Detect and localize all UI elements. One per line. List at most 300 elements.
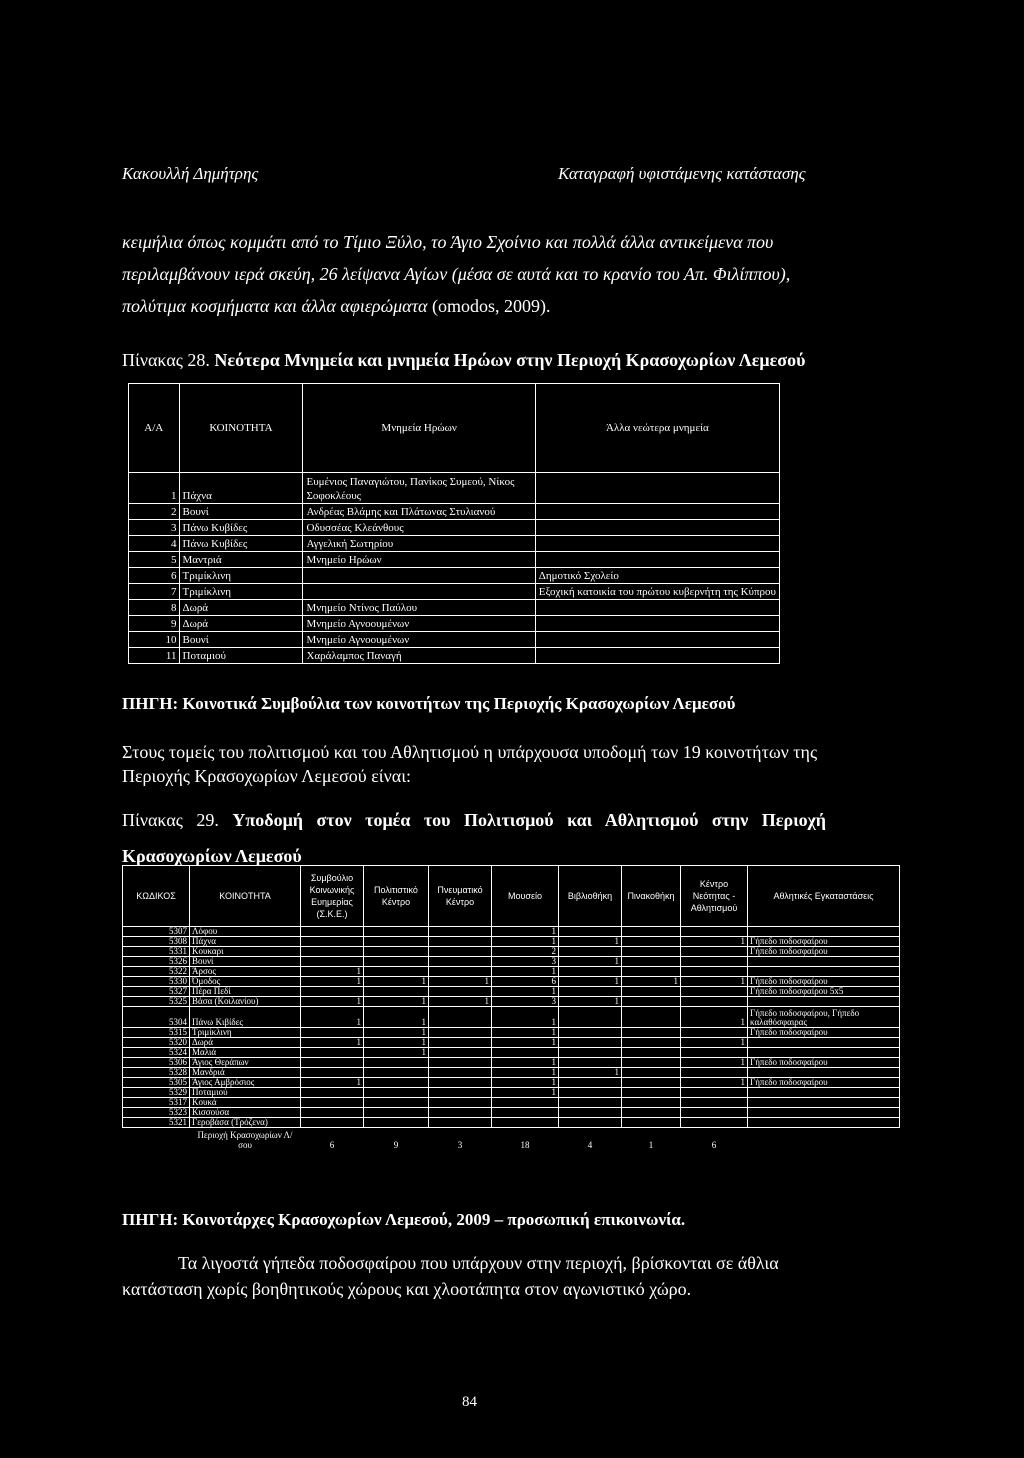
youth-centre-cell xyxy=(681,947,748,957)
total-museum-cell: 18 xyxy=(520,1140,530,1150)
ske-cell xyxy=(301,1058,364,1068)
total-sports-facilities-cell xyxy=(748,1128,900,1151)
other-monument-cell: Εξοχική κατοικία του πρώτου κυβερνήτη της Κύπρου xyxy=(535,584,779,600)
ske-cell xyxy=(301,1048,364,1058)
other-monument-cell: Δημοτικό Σχολείο xyxy=(535,568,779,584)
ske-cell xyxy=(301,1068,364,1078)
table-29-caption-label: Πίνακας 29. xyxy=(122,810,219,830)
community-cell: Πάνω Κυβίδες xyxy=(179,536,303,552)
heroes-monument-cell: Χαράλαμπος Παναγή xyxy=(303,648,535,664)
cultural-centre-cell xyxy=(364,1118,429,1128)
other-monument-cell xyxy=(535,520,779,536)
spiritual-centre-cell xyxy=(429,1068,492,1078)
museum-cell: 1 xyxy=(492,1038,559,1048)
sports-facilities-cell xyxy=(748,1048,900,1058)
table-header-row xyxy=(129,384,780,473)
code-cell: 5308 xyxy=(123,937,190,947)
column-header-cultural-centre: Πολιτιστικό Κέντρο xyxy=(364,866,429,927)
table-28-monuments xyxy=(128,383,780,664)
paragraph-football-fields: Τα λιγοστά γήπεδα ποδοσφαίρου που υπάρχουν στην περιοχή, βρίσκονται σε άθλια κατάσταση χωρίς βοηθητικούς χώρους και χλοοτάπητα στον αγωνιστικό χώρο. xyxy=(122,1253,779,1299)
spiritual-centre-cell xyxy=(429,947,492,957)
cultural-centre-cell: 1 xyxy=(364,1028,429,1038)
community-cell: Άρσος xyxy=(190,967,301,977)
museum-cell: 3 xyxy=(492,997,559,1007)
code-cell: 5306 xyxy=(123,1058,190,1068)
community-cell: Μαντριά xyxy=(179,552,303,568)
community-cell: Βουνί xyxy=(179,504,303,520)
community-cell: Τριμίκλινη xyxy=(179,584,303,600)
table-row xyxy=(123,957,900,967)
youth-centre-cell xyxy=(681,1118,748,1128)
ske-cell: 1 xyxy=(301,967,364,977)
table-total-row xyxy=(123,1128,900,1151)
sports-facilities-cell xyxy=(748,997,900,1007)
code-cell: 5324 xyxy=(123,1048,190,1058)
library-cell xyxy=(559,1078,622,1088)
community-cell: Βουνί xyxy=(190,957,301,967)
cultural-centre-cell xyxy=(364,937,429,947)
museum-cell: 1 xyxy=(492,987,559,997)
youth-centre-cell xyxy=(681,1048,748,1058)
library-cell xyxy=(559,1088,622,1098)
sports-facilities-cell xyxy=(748,1098,900,1108)
community-cell: Ποταμιού xyxy=(179,648,303,664)
total-library-cell: 4 xyxy=(587,1140,593,1150)
cultural-centre-cell: 1 xyxy=(364,1038,429,1048)
spiritual-centre-cell xyxy=(429,957,492,967)
spiritual-centre-cell xyxy=(429,1028,492,1038)
community-cell: Τριμίκλινη xyxy=(190,1028,301,1038)
spiritual-centre-cell xyxy=(429,1038,492,1048)
sports-facilities-cell: Γήπεδο ποδοσφαίρου xyxy=(748,937,900,947)
gallery-cell xyxy=(622,1088,681,1098)
spiritual-centre-cell xyxy=(429,1078,492,1088)
museum-cell: 6 xyxy=(492,977,559,987)
other-monument-cell xyxy=(535,632,779,648)
community-cell: Πάχνα xyxy=(179,473,303,504)
code-cell: 5322 xyxy=(123,967,190,977)
table-row xyxy=(129,473,780,504)
museum-cell: 1 xyxy=(492,967,559,977)
library-cell xyxy=(559,1007,622,1028)
cultural-centre-cell xyxy=(364,927,429,937)
community-cell: Μαλιά xyxy=(190,1048,301,1058)
library-cell: 1 xyxy=(559,937,622,947)
cultural-centre-cell xyxy=(364,1068,429,1078)
community-cell: Γεροβάσα (Τρόζενα) xyxy=(190,1118,301,1128)
museum-cell: 3 xyxy=(492,957,559,967)
code-cell: 5331 xyxy=(123,947,190,957)
heroes-monument-cell: Ευμένιος Παναγιώτου, Πανίκος Συμεού, Νίκος Σοφοκλέους xyxy=(303,473,535,504)
code-cell: 5315 xyxy=(123,1028,190,1038)
library-cell xyxy=(559,1028,622,1038)
community-cell: Βουνί xyxy=(179,632,303,648)
ske-cell xyxy=(301,1088,364,1098)
spiritual-centre-cell xyxy=(429,1088,492,1098)
community-cell: Ποταμιού xyxy=(190,1088,301,1098)
gallery-cell xyxy=(622,1108,681,1118)
youth-centre-cell xyxy=(681,1098,748,1108)
community-cell: Δωρά xyxy=(179,616,303,632)
museum-cell: 1 xyxy=(492,1088,559,1098)
youth-centre-cell xyxy=(681,927,748,937)
code-cell: 5325 xyxy=(123,997,190,1007)
spiritual-centre-cell xyxy=(429,1118,492,1128)
cultural-centre-cell: 1 xyxy=(364,997,429,1007)
other-monument-cell xyxy=(535,473,779,504)
gallery-cell xyxy=(622,1098,681,1108)
cultural-centre-cell xyxy=(364,1058,429,1068)
spiritual-centre-cell: 1 xyxy=(429,997,492,1007)
ske-cell: 1 xyxy=(301,997,364,1007)
library-cell: 1 xyxy=(559,1068,622,1078)
other-monument-cell xyxy=(535,648,779,664)
ske-cell xyxy=(301,947,364,957)
paragraph-relics-text: κειμήλια όπως κομμάτι από το Τίμιο Ξύλο, το Άγιο Σχοίνιο και πολλά άλλα αντικείμενα που περιλαμβάνουν ιερά σκεύη, 26 λείψανα Αγίων (μέσα σε αυτά και το κρανίο του Απ. Φιλίππου), πολύτιμα κοσμήματα και άλλα αφιερώματα xyxy=(122,232,791,316)
total-code-cell xyxy=(123,1128,190,1151)
column-header-other-monuments: Άλλα νεώτερα μνημεία xyxy=(535,384,779,473)
heroes-monument-cell: Μνημείο Αγνοουμένων xyxy=(303,632,535,648)
column-header-aa: Α/Α xyxy=(129,384,180,473)
heroes-monument-cell: Ανδρέας Βλάμης και Πλάτωνας Στυλιανού xyxy=(303,504,535,520)
sports-facilities-cell: Γήπεδο ποδοσφαίρου xyxy=(748,977,900,987)
heroes-monument-cell xyxy=(303,568,535,584)
total-ske-cell: 6 xyxy=(329,1140,335,1150)
table-28-caption xyxy=(122,350,805,371)
table-row xyxy=(123,967,900,977)
sports-facilities-cell: Γήπεδο ποδοσφαίρου 5x5 xyxy=(748,987,900,997)
library-cell: 1 xyxy=(559,997,622,1007)
gallery-cell xyxy=(622,957,681,967)
community-cell: Δωρά xyxy=(190,1038,301,1048)
museum-cell xyxy=(492,1098,559,1108)
column-header-library: Βιβλιοθήκη xyxy=(559,866,622,927)
community-cell: Άγιος Θεράπων xyxy=(190,1058,301,1068)
cultural-centre-cell xyxy=(364,967,429,977)
gallery-cell xyxy=(622,997,681,1007)
ske-cell: 1 xyxy=(301,1038,364,1048)
museum-cell: 1 xyxy=(492,1078,559,1088)
row-number: 5 xyxy=(129,552,180,568)
cultural-centre-cell xyxy=(364,1098,429,1108)
gallery-cell xyxy=(622,1078,681,1088)
community-cell: Τριμίκλινη xyxy=(179,568,303,584)
column-header-spiritual-centre: Πνευματικό Κέντρο xyxy=(429,866,492,927)
youth-centre-cell: 1 xyxy=(681,977,748,987)
museum-cell: 1 xyxy=(492,1058,559,1068)
library-cell xyxy=(559,987,622,997)
table-row xyxy=(123,937,900,947)
community-cell: Κισσούσα xyxy=(190,1108,301,1118)
gallery-cell xyxy=(622,1068,681,1078)
table-header-row xyxy=(123,866,900,927)
community-cell: Βάσα (Κοιλανίου) xyxy=(190,997,301,1007)
cultural-centre-cell: 1 xyxy=(364,1007,429,1028)
spiritual-centre-cell xyxy=(429,1058,492,1068)
table-row xyxy=(123,1007,900,1028)
gallery-cell xyxy=(622,947,681,957)
paragraph-relics xyxy=(122,226,832,322)
table-29-caption-text: Υποδομή στον τομέα του Πολιτισμού και Αθλητισμού στην Περιοχή Κρασοχωρίων Λεμεσού xyxy=(122,810,826,866)
community-cell: Πάνω Κυβίδες xyxy=(179,520,303,536)
museum-cell xyxy=(492,1108,559,1118)
sports-facilities-cell: Γήπεδο ποδοσφαίρου xyxy=(748,1058,900,1068)
youth-centre-cell: 1 xyxy=(681,1038,748,1048)
library-cell xyxy=(559,1058,622,1068)
library-cell xyxy=(559,1098,622,1108)
community-cell: Πάνω Κιβίδες xyxy=(190,1007,301,1028)
table-row xyxy=(129,536,780,552)
other-monument-cell xyxy=(535,600,779,616)
page-number: 84 xyxy=(462,1394,477,1410)
table-row xyxy=(129,504,780,520)
heroes-monument-cell: Αγγελική Σωτηρίου xyxy=(303,536,535,552)
row-number: 9 xyxy=(129,616,180,632)
museum-cell: 1 xyxy=(492,927,559,937)
heroes-monument-cell: Μνημείο Αγνοουμένων xyxy=(303,616,535,632)
library-cell xyxy=(559,1118,622,1128)
paragraph-infrastructure: Στους τομείς του πολιτισμού και του Αθλητισμού η υπάρχουσα υποδομή των 19 κοινοτήτων της Περιοχής Κρασοχωρίων Λεμεσού είναι: xyxy=(122,742,818,786)
table-row xyxy=(123,1038,900,1048)
column-header-gallery: Πινακοθήκη xyxy=(622,866,681,927)
row-number: 2 xyxy=(129,504,180,520)
column-header-museum: Μουσείο xyxy=(492,866,559,927)
row-number: 8 xyxy=(129,600,180,616)
table-row xyxy=(123,947,900,957)
code-cell: 5320 xyxy=(123,1038,190,1048)
heroes-monument-cell: Μνημείο Ντίνος Παύλου xyxy=(303,600,535,616)
library-cell xyxy=(559,1048,622,1058)
library-cell xyxy=(559,967,622,977)
cultural-centre-cell xyxy=(364,1088,429,1098)
spiritual-centre-cell xyxy=(429,927,492,937)
sports-facilities-cell xyxy=(748,1118,900,1128)
gallery-cell xyxy=(622,1058,681,1068)
column-header-community: ΚΟΙΝΟΤΗΤΑ xyxy=(179,384,303,473)
museum-cell: 1 xyxy=(492,1068,559,1078)
table-row xyxy=(123,1108,900,1118)
row-number: 6 xyxy=(129,568,180,584)
table-row xyxy=(129,568,780,584)
ske-cell xyxy=(301,1118,364,1128)
table-row xyxy=(129,600,780,616)
library-cell: 1 xyxy=(559,977,622,987)
column-header-sports-facilities: Αθλητικές Εγκαταστάσεις xyxy=(748,866,900,927)
table-row xyxy=(129,552,780,568)
cultural-centre-cell xyxy=(364,957,429,967)
spiritual-centre-cell: 1 xyxy=(429,977,492,987)
gallery-cell xyxy=(622,1007,681,1028)
paragraph-relics-citation: (omodos, 2009). xyxy=(432,296,551,316)
total-youth-centre-cell: 6 xyxy=(711,1140,717,1150)
code-cell: 5326 xyxy=(123,957,190,967)
ske-cell xyxy=(301,937,364,947)
ske-cell xyxy=(301,987,364,997)
total-community-cell: Περιοχή Κρασοχωρίων Λ/σου xyxy=(197,1130,293,1150)
row-number: 10 xyxy=(129,632,180,648)
total-cultural-centre-cell: 9 xyxy=(393,1140,399,1150)
code-cell: 5305 xyxy=(123,1078,190,1088)
sports-facilities-cell: Γήπεδο ποδοσφαίρου xyxy=(748,1028,900,1038)
community-cell: Κουκά xyxy=(190,1098,301,1108)
column-header-heroes-monuments: Μνημεία Ηρώων xyxy=(303,384,535,473)
sports-facilities-cell: Γήπεδο ποδοσφαίρου xyxy=(748,947,900,957)
table-row xyxy=(129,616,780,632)
code-cell: 5327 xyxy=(123,987,190,997)
spiritual-centre-cell xyxy=(429,937,492,947)
spiritual-centre-cell xyxy=(429,987,492,997)
sports-facilities-cell xyxy=(748,1088,900,1098)
row-number: 4 xyxy=(129,536,180,552)
ske-cell xyxy=(301,957,364,967)
column-header-community: ΚΟΙΝΟΤΗΤΑ xyxy=(190,866,301,927)
youth-centre-cell xyxy=(681,1068,748,1078)
ske-cell xyxy=(301,1098,364,1108)
row-number: 11 xyxy=(129,648,180,664)
sports-facilities-cell xyxy=(748,1068,900,1078)
youth-centre-cell xyxy=(681,1088,748,1098)
sports-facilities-cell xyxy=(748,927,900,937)
museum-cell xyxy=(492,1048,559,1058)
table-row xyxy=(123,1058,900,1068)
spiritual-centre-cell xyxy=(429,1007,492,1028)
gallery-cell: 1 xyxy=(622,977,681,987)
code-cell: 5321 xyxy=(123,1118,190,1128)
column-header-ske: Συμβούλιο Κοινωνικής Ευημερίας (Σ.Κ.Ε.) xyxy=(301,866,364,927)
table-row xyxy=(123,977,900,987)
gallery-cell xyxy=(622,1038,681,1048)
community-cell: Άγιος Αμβρόσιος xyxy=(190,1078,301,1088)
gallery-cell xyxy=(622,1028,681,1038)
spiritual-centre-cell xyxy=(429,1098,492,1108)
table-29-infrastructure xyxy=(122,865,900,1150)
museum-cell: 1 xyxy=(492,1028,559,1038)
youth-centre-cell: 1 xyxy=(681,1078,748,1088)
spiritual-centre-cell xyxy=(429,1108,492,1118)
column-header-code: ΚΩΔΙΚΟΣ xyxy=(123,866,190,927)
total-spiritual-centre-cell: 3 xyxy=(457,1140,463,1150)
other-monument-cell xyxy=(535,552,779,568)
community-cell: Πέρα Πεδί xyxy=(190,987,301,997)
other-monument-cell xyxy=(535,536,779,552)
table-row xyxy=(123,1098,900,1108)
youth-centre-cell xyxy=(681,1108,748,1118)
sports-facilities-cell xyxy=(748,967,900,977)
header-author: Κακουλλή Δημήτρης xyxy=(122,164,259,183)
table-row xyxy=(123,1118,900,1128)
community-cell: Δωρά xyxy=(179,600,303,616)
museum-cell: 1 xyxy=(492,937,559,947)
ske-cell xyxy=(301,1028,364,1038)
gallery-cell xyxy=(622,927,681,937)
sports-facilities-cell xyxy=(748,957,900,967)
gallery-cell xyxy=(622,1048,681,1058)
code-cell: 5304 xyxy=(123,1007,190,1028)
table-row xyxy=(123,1028,900,1038)
museum-cell xyxy=(492,1118,559,1128)
table-row xyxy=(123,927,900,937)
spiritual-centre-cell xyxy=(429,1048,492,1058)
youth-centre-cell xyxy=(681,957,748,967)
youth-centre-cell xyxy=(681,1028,748,1038)
table-row xyxy=(123,1068,900,1078)
column-header-youth-centre: Κέντρο Νεότητας - Αθλητισμού xyxy=(681,866,748,927)
youth-centre-cell: 1 xyxy=(681,1058,748,1068)
youth-centre-cell: 1 xyxy=(681,937,748,947)
ske-cell xyxy=(301,1108,364,1118)
gallery-cell xyxy=(622,937,681,947)
other-monument-cell xyxy=(535,504,779,520)
spiritual-centre-cell xyxy=(429,967,492,977)
youth-centre-cell xyxy=(681,967,748,977)
gallery-cell xyxy=(622,967,681,977)
cultural-centre-cell xyxy=(364,987,429,997)
ske-cell: 1 xyxy=(301,977,364,987)
community-cell: Μανδριά xyxy=(190,1068,301,1078)
sports-facilities-cell: Γήπεδο ποδοσφαίρου, Γήπεδο καλαθόσφαιρας xyxy=(748,1007,900,1028)
cultural-centre-cell: 1 xyxy=(364,1048,429,1058)
cultural-centre-cell xyxy=(364,1108,429,1118)
ske-cell: 1 xyxy=(301,1007,364,1028)
museum-cell: 2 xyxy=(492,947,559,957)
table-row xyxy=(123,987,900,997)
youth-centre-cell: 1 xyxy=(681,1007,748,1028)
library-cell: 1 xyxy=(559,957,622,967)
code-cell: 5323 xyxy=(123,1108,190,1118)
community-cell: Λόφου xyxy=(190,927,301,937)
cultural-centre-cell: 1 xyxy=(364,977,429,987)
table-row xyxy=(129,632,780,648)
code-cell: 5317 xyxy=(123,1098,190,1108)
table-28-caption-text: Νεότερα Μνημεία και μνημεία Ηρώων στην Περιοχή Κρασοχωρίων Λεμεσού xyxy=(214,350,806,370)
sports-facilities-cell xyxy=(748,1038,900,1048)
ske-cell: 1 xyxy=(301,1078,364,1088)
row-number: 7 xyxy=(129,584,180,600)
gallery-cell xyxy=(622,1118,681,1128)
table-28-caption-label: Πίνακας 28. xyxy=(122,350,210,370)
heroes-monument-cell: Μνημείο Ηρώων xyxy=(303,552,535,568)
library-cell xyxy=(559,1038,622,1048)
heroes-monument-cell: Οδυσσέας Κλεάνθους xyxy=(303,520,535,536)
community-cell: Κουκαρι xyxy=(190,947,301,957)
community-cell: Πάχνα xyxy=(190,937,301,947)
library-cell xyxy=(559,947,622,957)
row-number: 1 xyxy=(129,473,180,504)
ske-cell xyxy=(301,927,364,937)
library-cell xyxy=(559,927,622,937)
table-row xyxy=(129,520,780,536)
row-number: 3 xyxy=(129,520,180,536)
youth-centre-cell xyxy=(681,987,748,997)
code-cell: 5330 xyxy=(123,977,190,987)
heroes-monument-cell xyxy=(303,584,535,600)
code-cell: 5329 xyxy=(123,1088,190,1098)
table-row xyxy=(123,1048,900,1058)
cultural-centre-cell xyxy=(364,947,429,957)
other-monument-cell xyxy=(535,616,779,632)
table-row xyxy=(129,584,780,600)
community-cell: Όμοδος xyxy=(190,977,301,987)
table-row xyxy=(123,997,900,1007)
library-cell xyxy=(559,1108,622,1118)
code-cell: 5328 xyxy=(123,1068,190,1078)
table-28-source: ΠΗΓΗ: Κοινοτικά Συμβούλια των κοινοτήτων της Περιοχής Κρασοχωρίων Λεμεσού xyxy=(122,694,736,713)
cultural-centre-cell xyxy=(364,1078,429,1088)
table-29-source: ΠΗΓΗ: Κοινοτάρχες Κρασοχωρίων Λεμεσού, 2009 – προσωπική επικοινωνία. xyxy=(122,1210,686,1229)
gallery-cell xyxy=(622,987,681,997)
code-cell: 5307 xyxy=(123,927,190,937)
total-gallery-cell: 1 xyxy=(648,1140,654,1150)
